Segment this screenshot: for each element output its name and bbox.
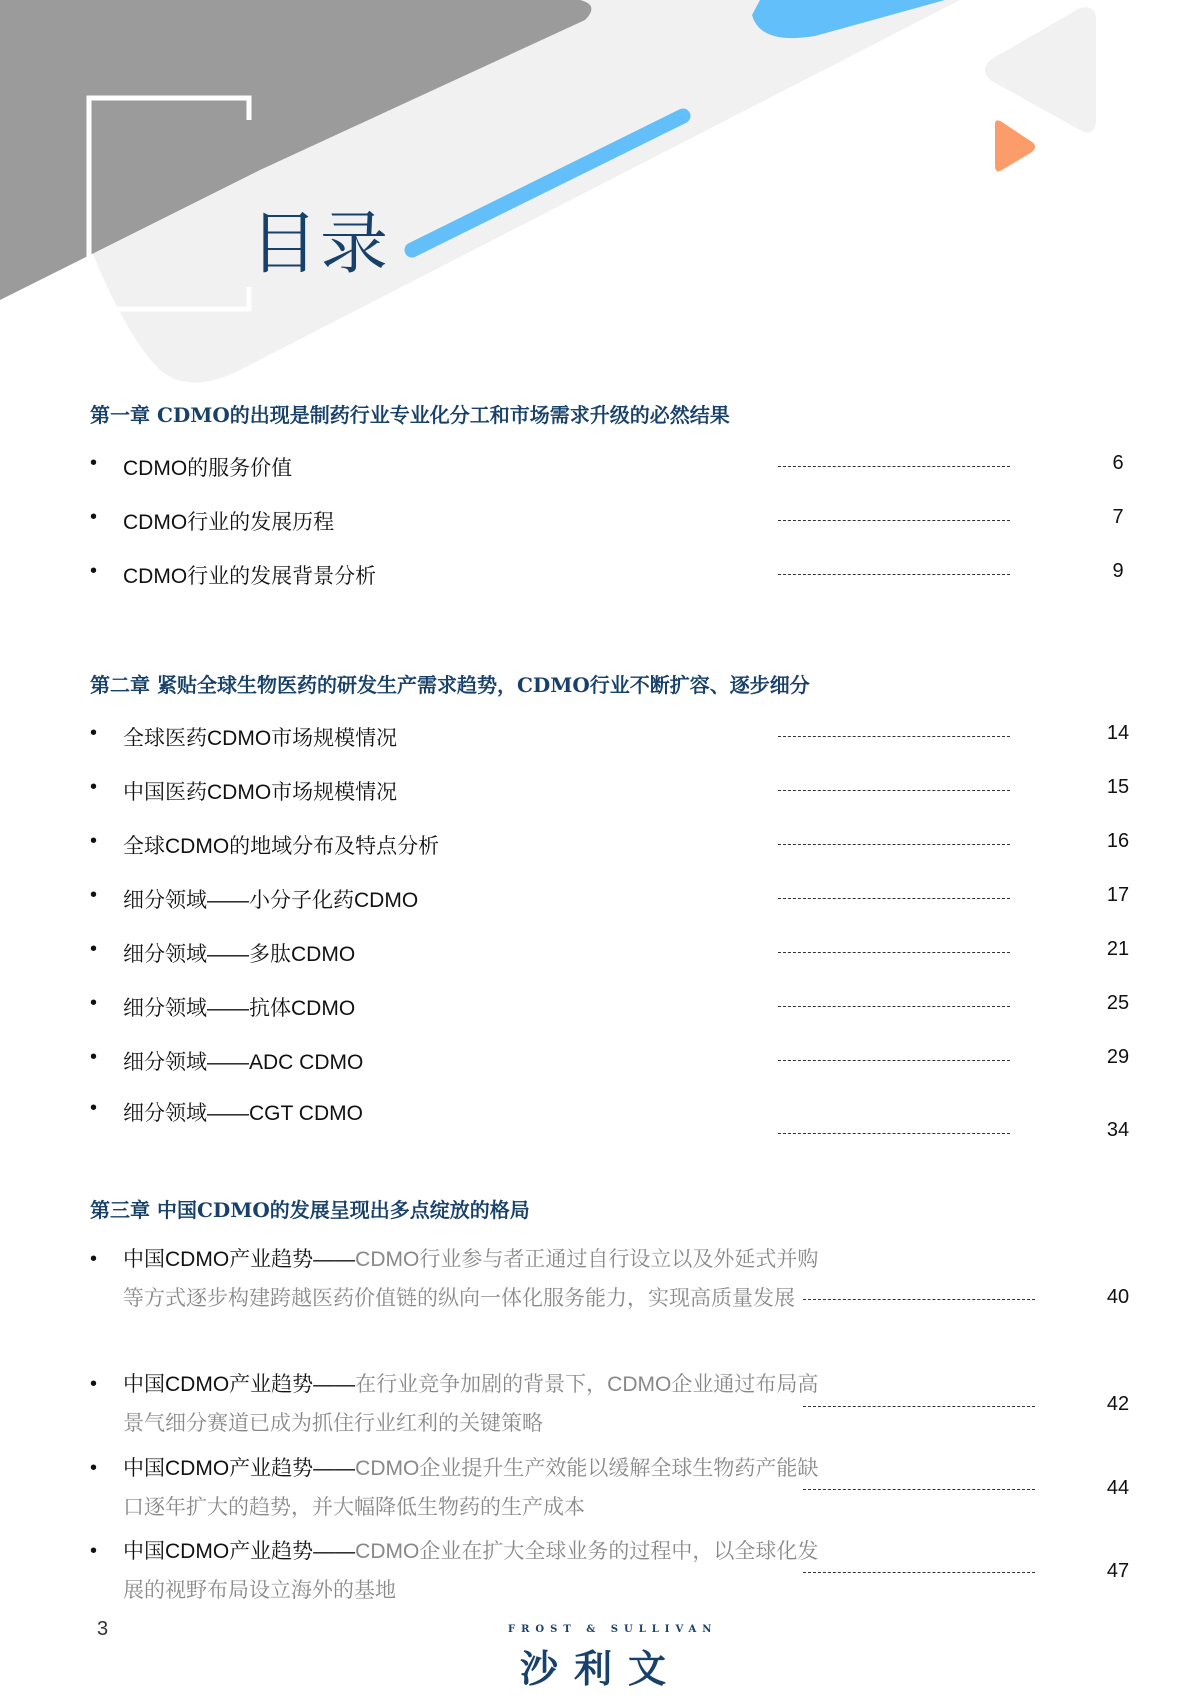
leader-dashes <box>803 1572 1035 1573</box>
entry-label: 中国医药CDMO市场规模情况 <box>123 781 398 804</box>
toc-entry[interactable] <box>88 884 1148 914</box>
entry-lead: 中国CDMO产业趋势—— <box>123 1373 356 1396</box>
entry-page: 47 <box>1106 1560 1130 1582</box>
leader-dashes <box>778 466 1010 467</box>
bullet: • <box>90 1046 98 1068</box>
leader-dashes <box>778 1060 1010 1061</box>
page-number: 3 <box>97 1618 109 1640</box>
entry-page: 44 <box>1106 1477 1130 1499</box>
light-pentagon <box>985 7 1096 132</box>
entry-desc: CDMO企业提升生产效能以缓解全球生物药产能缺口逐年扩大的趋势，并大幅降低生物药的生产成本 <box>123 1457 819 1519</box>
entry-desc: CDMO行业参与者正通过自行设立以及外延式并购等方式逐步构建跨越医药价值链的纵向一体化服务能力，实现高质量发展 <box>123 1248 819 1310</box>
entry-label: 细分领域——多肽CDMO <box>123 943 356 966</box>
leader-dashes <box>803 1299 1035 1300</box>
toc-entry[interactable] <box>88 1097 1148 1152</box>
entry-label: CDMO的服务价值 <box>123 457 293 480</box>
bullet: • <box>90 1540 98 1562</box>
entry-page: 16 <box>1106 830 1130 852</box>
entry-desc: CDMO企业在扩大全球业务的过程中，以全球化发展的视野布局设立海外的基地 <box>123 1540 819 1602</box>
entry-page: 29 <box>1106 1046 1130 1068</box>
chapter-1-heading: 第一章 CDMO的出现是制药行业专业化分工和市场需求升级的必然结果 <box>90 403 730 427</box>
entry-label: 细分领域——抗体CDMO <box>123 997 356 1020</box>
leader-dashes <box>778 520 1010 521</box>
orange-play-icon <box>995 120 1035 171</box>
leader-dashes <box>778 1006 1010 1007</box>
bullet: • <box>90 992 98 1014</box>
entry-label: CDMO行业的发展历程 <box>123 511 335 534</box>
entry-page: 14 <box>1106 722 1130 744</box>
entry-label: 细分领域——CGT CDMO <box>123 1102 363 1125</box>
toc-entry[interactable] <box>88 830 1148 860</box>
bullet: • <box>90 938 98 960</box>
entry-page: 25 <box>1106 992 1130 1014</box>
toc-entry[interactable] <box>88 560 1148 590</box>
bullet: • <box>90 830 98 852</box>
entry-page: 42 <box>1106 1393 1130 1415</box>
chapter-2-heading: 第二章 紧贴全球生物医药的研发生产需求趋势，CDMO行业不断扩容、逐步细分 <box>90 673 810 697</box>
bullet: • <box>90 1248 98 1270</box>
toc-entry[interactable] <box>88 506 1148 536</box>
bullet: • <box>90 560 98 582</box>
leader-dashes <box>778 898 1010 899</box>
page-title: 目录 <box>250 205 391 284</box>
entry-label: CDMO行业的发展背景分析 <box>123 565 377 588</box>
entry-page: 17 <box>1106 884 1130 906</box>
bullet: • <box>90 1097 98 1119</box>
entry-label: 细分领域——小分子化药CDMO <box>123 889 419 912</box>
bullet: • <box>90 776 98 798</box>
entry-lead: 中国CDMO产业趋势—— <box>123 1457 356 1480</box>
entry-page: 6 <box>1112 452 1124 474</box>
bullet: • <box>90 722 98 744</box>
leader-dashes <box>778 790 1010 791</box>
bullet: • <box>90 1457 98 1479</box>
bullet: • <box>90 1373 98 1395</box>
bullet: • <box>90 452 98 474</box>
entry-page: 40 <box>1106 1286 1130 1308</box>
leader-dashes <box>778 736 1010 737</box>
bullet: • <box>90 506 98 528</box>
toc-entry[interactable] <box>88 992 1148 1022</box>
leader-dashes <box>778 844 1010 845</box>
toc-entry[interactable] <box>88 1046 1148 1076</box>
entry-lead: 中国CDMO产业趋势—— <box>123 1248 356 1271</box>
logo-english: FROST & SULLIVAN <box>508 1624 718 1635</box>
entry-page: 15 <box>1106 776 1130 798</box>
entry-page: 34 <box>1106 1119 1130 1141</box>
leader-dashes <box>778 1133 1010 1134</box>
entry-lead: 中国CDMO产业趋势—— <box>123 1540 356 1563</box>
entry-page: 21 <box>1106 938 1130 960</box>
toc-entry[interactable] <box>88 452 1148 482</box>
toc-entry[interactable] <box>88 776 1148 806</box>
leader-dashes <box>803 1489 1035 1490</box>
leader-dashes <box>803 1406 1035 1407</box>
bullet: • <box>90 884 98 906</box>
entry-label: 全球CDMO的地域分布及特点分析 <box>123 835 440 858</box>
leader-dashes <box>778 952 1010 953</box>
entry-label: 全球医药CDMO市场规模情况 <box>123 727 398 750</box>
leader-dashes <box>778 574 1010 575</box>
entry-page: 9 <box>1112 560 1124 582</box>
chapter-3-heading: 第三章 中国CDMO的发展呈现出多点绽放的格局 <box>90 1198 530 1222</box>
entry-desc: 在行业竞争加剧的背景下，CDMO企业通过布局高景气细分赛道已成为抓住行业红利的关键策略 <box>123 1373 819 1435</box>
entry-page: 7 <box>1112 506 1124 528</box>
toc-entry[interactable] <box>88 938 1148 968</box>
toc-entry[interactable] <box>88 722 1148 752</box>
logo-chinese: 沙利文 <box>520 1649 683 1691</box>
entry-label: 细分领域——ADC CDMO <box>123 1051 364 1074</box>
